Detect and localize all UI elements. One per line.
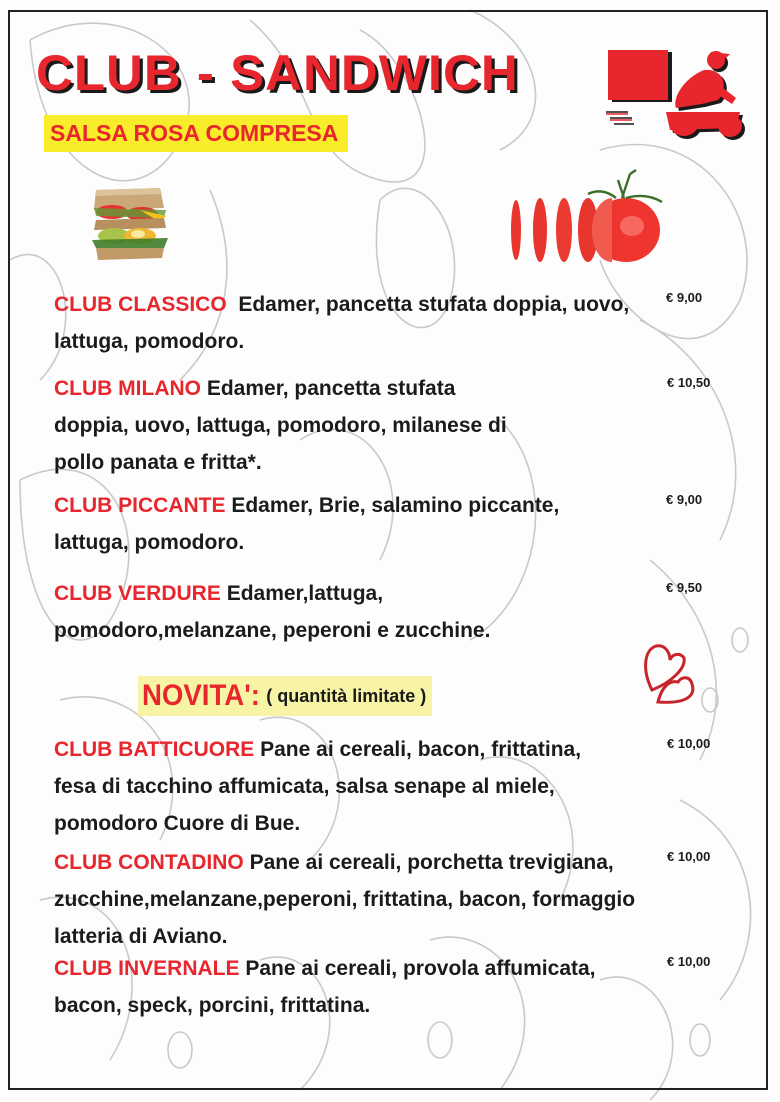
item-description: Edamer, pancetta stufata doppia, uovo, lattuga, pomodoro. (54, 293, 630, 353)
page-title: CLUB - SANDWICH (36, 45, 519, 101)
item-name: CLUB CONTADINO (54, 851, 244, 874)
item-price: € 10,00 (667, 954, 711, 969)
item-description: Pane ai cereali, porchetta trevigiana, zucchine,melanzane,peperoni, frittatina, bacon, formaggio latteria di Aviano. (54, 851, 636, 948)
item-price: € 10,00 (667, 849, 711, 864)
item-name: CLUB BATTICUORE (54, 738, 255, 761)
delivery-scooter-icon (606, 48, 748, 140)
item-price: € 10,50 (667, 375, 711, 390)
item-name: CLUB MILANO (54, 377, 201, 400)
item-name: CLUB CLASSICO (54, 293, 227, 316)
sliced-tomato-illustration (500, 168, 668, 262)
item-price: € 9,00 (666, 492, 703, 507)
item-description: Edamer, pancetta stufata doppia, uovo, lattuga, pomodoro, milanese di pollo panata e fritta*. (54, 377, 507, 474)
novita-note: ( quantità limitate ) (266, 685, 427, 706)
novita-label: NOVITA': (142, 679, 260, 712)
item-description: Edamer, Brie, salamino piccante, lattuga, pomodoro. (54, 494, 560, 554)
item-name: CLUB INVERNALE (54, 957, 240, 980)
menu-item-club-verdure (54, 575, 654, 649)
item-description: Pane ai cereali, bacon, frittatina, fesa di tacchino affumicata, salsa senape al miele, pomodoro Cuore di Bue. (54, 738, 582, 835)
item-description: Edamer,lattuga, pomodoro,melanzane, peperoni e zucchine. (54, 582, 491, 642)
subtitle-banner: SALSA ROSA COMPRESA (44, 115, 348, 152)
item-price: € 10,00 (667, 736, 711, 751)
item-price: € 9,50 (666, 580, 703, 595)
menu-item-club-contadino (54, 844, 654, 955)
menu-item-club-piccante (54, 487, 654, 561)
item-name: CLUB VERDURE (54, 582, 221, 605)
sandwich-illustration (90, 182, 170, 264)
menu-item-club-classico (54, 286, 654, 360)
menu-item-club-milano (54, 370, 654, 481)
item-name: CLUB PICCANTE (54, 494, 226, 517)
menu-item-club-invernale (54, 950, 654, 1024)
novita-banner (138, 676, 432, 716)
double-heart-icon (642, 640, 704, 712)
item-description: Pane ai cereali, provola affumicata, bacon, speck, porcini, frittatina. (54, 957, 596, 1017)
item-price: € 9,00 (666, 290, 703, 305)
menu-item-club-batticuore (54, 731, 654, 842)
